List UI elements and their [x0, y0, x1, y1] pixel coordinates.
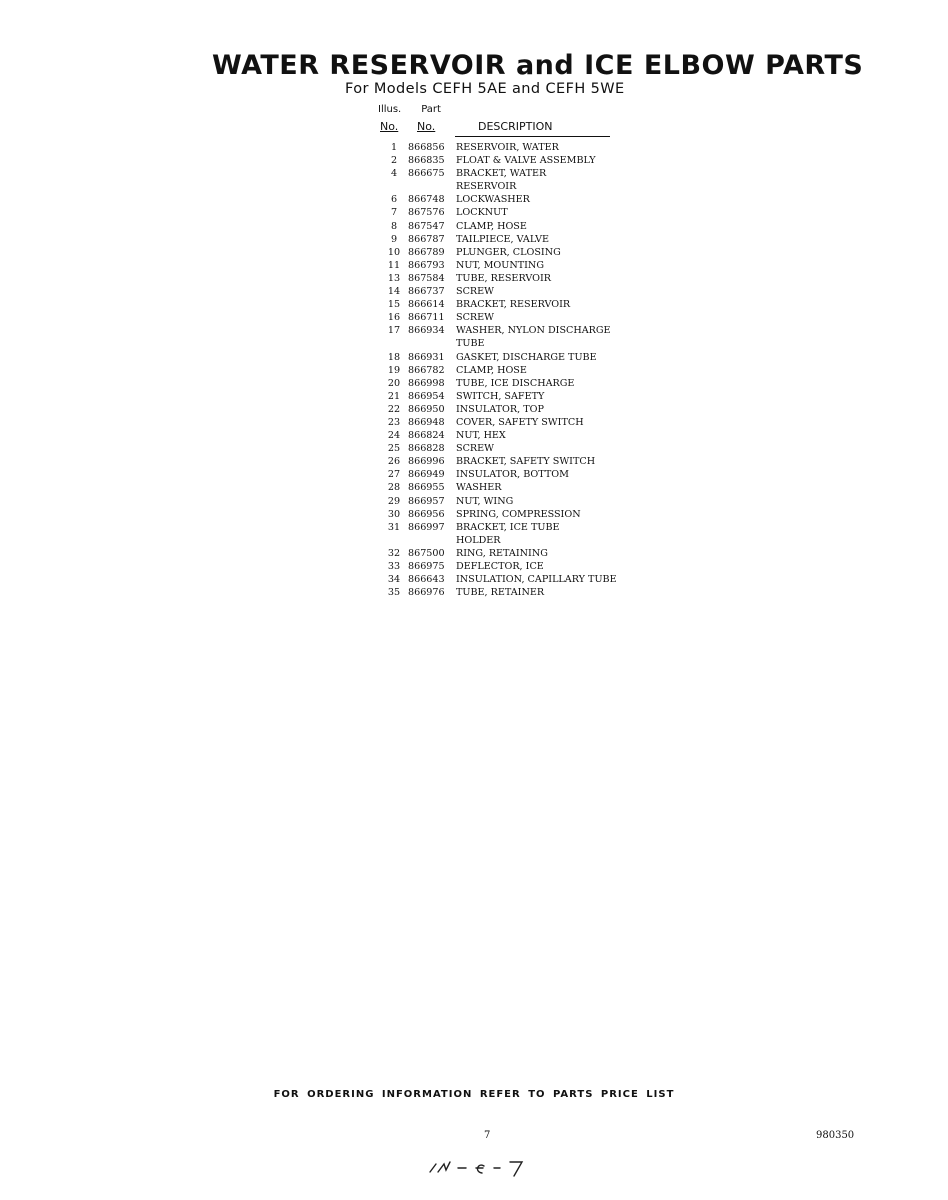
- part-number: 866949: [408, 469, 445, 481]
- part-number: 866996: [408, 456, 445, 468]
- page-number: 7: [484, 1130, 491, 1141]
- part-row: [380, 311, 640, 324]
- part-description: INSULATOR, BOTTOM: [456, 469, 569, 481]
- part-number: 866782: [408, 364, 445, 376]
- parts-list: [380, 141, 640, 599]
- part-row: [380, 298, 640, 311]
- illus-number: 15: [387, 299, 401, 311]
- illus-header-top: Illus.: [378, 104, 402, 115]
- part-row: [380, 193, 640, 206]
- part-description: WASHER, NYLON DISCHARGE: [456, 325, 611, 337]
- part-description: SPRING, COMPRESSION: [456, 508, 581, 520]
- part-number: 866675: [408, 168, 445, 180]
- part-description: CLAMP, HOSE: [456, 364, 527, 376]
- part-row: [380, 220, 640, 233]
- part-description: CLAMP, HOSE: [456, 220, 527, 232]
- part-description: SCREW: [456, 443, 495, 455]
- part-row: [380, 416, 640, 429]
- part-row: [380, 573, 640, 586]
- part-number: 866856: [408, 142, 445, 153]
- column-header-bottom: [378, 120, 610, 136]
- part-row: [380, 285, 640, 298]
- part-description: NUT, WING: [456, 495, 514, 507]
- header-rule: [455, 136, 610, 137]
- part-number: 866956: [408, 508, 445, 520]
- part-description: TUBE: [456, 338, 485, 350]
- part-number: 866711: [408, 312, 445, 324]
- illus-number: 13: [387, 272, 401, 284]
- part-number: 866737: [408, 286, 445, 298]
- part-row: [380, 141, 640, 154]
- part-number: 867500: [408, 547, 445, 559]
- illus-number: 23: [387, 416, 401, 428]
- illus-number: 10: [387, 246, 401, 258]
- part-number: 866828: [408, 443, 445, 455]
- illus-number: 22: [387, 403, 401, 415]
- part-description: BRACKET, RESERVOIR: [456, 299, 571, 311]
- part-row: [380, 508, 640, 521]
- part-row: [380, 521, 640, 534]
- illus-number: 2: [390, 155, 398, 167]
- part-description: INSULATION, CAPILLARY TUBE: [456, 574, 617, 586]
- description-header: DESCRIPTION: [478, 120, 553, 133]
- illus-number: 18: [387, 351, 401, 363]
- part-description: TUBE, RETAINER: [456, 587, 545, 599]
- part-number: 866931: [408, 351, 445, 363]
- part-description: RESERVOIR: [456, 181, 517, 193]
- part-no-header: No.: [417, 120, 436, 133]
- part-row: [380, 390, 640, 403]
- part-description: PLUNGER, CLOSING: [456, 246, 561, 258]
- part-description: DEFLECTOR, ICE: [456, 561, 544, 572]
- illus-number: 14: [387, 286, 401, 298]
- part-row: [380, 495, 640, 508]
- part-row: [380, 364, 640, 377]
- part-number: 867576: [408, 207, 445, 219]
- part-number: 866976: [408, 587, 445, 599]
- part-number: [408, 337, 456, 350]
- illus-number: 6: [390, 194, 398, 206]
- illus-number: 9: [390, 233, 398, 245]
- illus-number: 25: [387, 443, 401, 455]
- part-row: [380, 206, 640, 219]
- part-number: 866643: [408, 574, 445, 586]
- illus-number: 8: [390, 220, 398, 232]
- illus-number: 17: [387, 325, 401, 337]
- part-number: 867584: [408, 272, 445, 284]
- part-row-continuation: [380, 337, 640, 350]
- part-description: SWITCH, SAFETY: [456, 390, 545, 402]
- part-description: RESERVOIR, WATER: [456, 142, 559, 153]
- part-number: 866954: [408, 390, 445, 402]
- illus-number: 31: [387, 521, 401, 533]
- part-description: FLOAT & VALVE ASSEMBLY: [456, 155, 596, 167]
- part-number: 866824: [408, 430, 445, 442]
- part-number: [408, 180, 456, 193]
- part-number: 866948: [408, 416, 445, 428]
- ordering-note: FOR ORDERING INFORMATION REFER TO PARTS PRICE LIST: [273, 1089, 675, 1100]
- part-row: [380, 560, 640, 573]
- part-description: SCREW: [456, 286, 495, 298]
- illus-number: [380, 180, 408, 193]
- part-description: GASKET, DISCHARGE TUBE: [456, 351, 597, 363]
- part-row: [380, 351, 640, 364]
- illus-number: 21: [387, 390, 401, 402]
- part-row: [380, 259, 640, 272]
- part-row-continuation: [380, 534, 640, 547]
- part-number: 866975: [408, 561, 445, 572]
- illus-number: 16: [387, 312, 401, 324]
- illus-number: [380, 534, 408, 547]
- part-number: 866835: [408, 155, 445, 167]
- part-number: [408, 534, 456, 547]
- part-description: RING, RETAINING: [456, 547, 548, 559]
- part-row: [380, 377, 640, 390]
- part-row: [380, 154, 640, 167]
- part-number: 866998: [408, 377, 445, 389]
- part-row: [380, 547, 640, 560]
- part-row: [380, 481, 640, 494]
- models-subtitle: For Models CEFH 5AE and CEFH 5WE: [345, 81, 625, 97]
- illus-no-header: No.: [380, 120, 399, 133]
- illus-number: 27: [387, 469, 401, 481]
- part-description: COVER, SAFETY SWITCH: [456, 416, 584, 428]
- part-number: 866997: [408, 521, 445, 533]
- illus-number: 33: [387, 561, 401, 572]
- part-row: [380, 324, 640, 337]
- illus-number: 4: [390, 168, 398, 180]
- illus-number: 32: [387, 547, 401, 559]
- illus-number: 24: [387, 430, 401, 442]
- part-number: 866614: [408, 299, 445, 311]
- illus-number: [380, 337, 408, 350]
- part-description: TUBE, RESERVOIR: [456, 272, 551, 284]
- part-description: LOCKWASHER: [456, 194, 530, 206]
- part-description: SCREW: [456, 312, 495, 324]
- part-row: [380, 233, 640, 246]
- part-number: 866789: [408, 246, 445, 258]
- illus-number: 26: [387, 456, 401, 468]
- illus-number: 11: [387, 259, 401, 271]
- part-number: 866950: [408, 403, 445, 415]
- illus-number: 30: [387, 508, 401, 520]
- part-header-top: Part: [421, 104, 441, 115]
- illus-number: 29: [387, 495, 401, 507]
- part-row: [380, 246, 640, 259]
- illus-number: 35: [387, 587, 401, 599]
- part-row: [380, 429, 640, 442]
- part-number: 867547: [408, 220, 445, 232]
- page-title: WATER RESERVOIR and ICE ELBOW PARTS: [212, 50, 864, 81]
- part-row: [380, 442, 640, 455]
- illus-number: 1: [390, 142, 398, 153]
- part-description: WASHER: [456, 482, 502, 494]
- part-number: 866793: [408, 259, 445, 271]
- part-description: BRACKET, SAFETY SWITCH: [456, 456, 596, 468]
- part-row-continuation: [380, 180, 640, 193]
- part-row: [380, 468, 640, 481]
- column-header-top: [378, 104, 441, 115]
- illus-number: 34: [387, 574, 401, 586]
- part-number: 866957: [408, 495, 445, 507]
- part-description: BRACKET, WATER: [456, 168, 547, 180]
- part-number: 866787: [408, 233, 445, 245]
- part-row: [380, 455, 640, 468]
- part-description: TUBE, ICE DISCHARGE: [456, 377, 575, 389]
- illus-number: 20: [387, 377, 401, 389]
- part-number: 866748: [408, 194, 445, 206]
- illus-number: 19: [387, 364, 401, 376]
- part-row: [380, 272, 640, 285]
- part-description: BRACKET, ICE TUBE: [456, 521, 560, 533]
- part-description: NUT, HEX: [456, 430, 506, 442]
- part-description: INSULATOR, TOP: [456, 403, 544, 415]
- part-row: [380, 586, 640, 599]
- part-number: 866955: [408, 482, 445, 494]
- part-description: TAILPIECE, VALVE: [456, 233, 550, 245]
- illus-number: 7: [390, 207, 398, 219]
- illus-number: 28: [387, 482, 401, 494]
- part-description: LOCKNUT: [456, 207, 508, 219]
- part-row: [380, 403, 640, 416]
- part-row: [380, 167, 640, 180]
- handwritten-notation: [426, 1152, 536, 1182]
- part-description: NUT, MOUNTING: [456, 259, 544, 271]
- part-number: 866934: [408, 325, 445, 337]
- document-code: 980350: [816, 1130, 855, 1141]
- part-description: HOLDER: [456, 534, 501, 546]
